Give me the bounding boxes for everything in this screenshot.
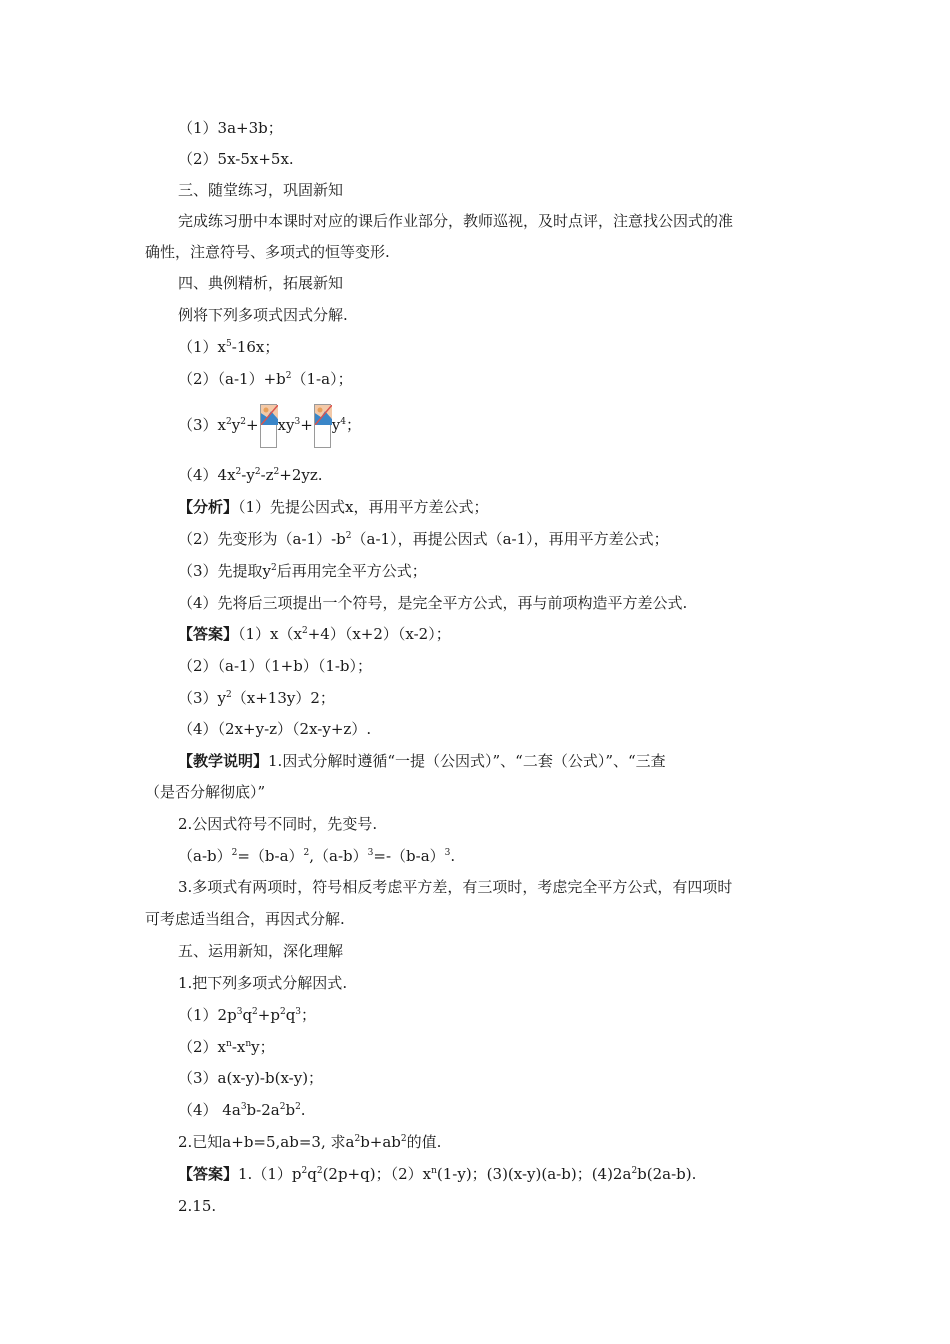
- section-4-heading: 四、典例精析，拓展新知: [178, 274, 344, 292]
- item-2: （2）5x-5x+5x.: [178, 150, 294, 168]
- example-1: $(1)x^5-16x$；: [178, 338, 280, 356]
- example-intro: 例将下列多项式因式分解.: [178, 306, 348, 324]
- item-1: （1）3a+3b；: [178, 119, 283, 137]
- teaching-note-3-line-1: 3.多项式有两项时，符号相反考虑平方差，有三项时，考虑完全平方公式，有四项时: [178, 878, 733, 896]
- section-3-heading: 三、随堂练习，巩固新知: [178, 181, 344, 199]
- question-1-part-2: $(2)x^n-x^ny$；: [178, 1038, 275, 1056]
- final-answer-1: 【答案】$1.(1)p^2q^2(2p+q)$；$(2)x^n(1-y)$；(3)(x-y)(a-b)；$(4)2a^2b(2a-b)$.: [178, 1165, 697, 1183]
- answer-1: 【答案】$(1)x(x^2+4)(x+2)(x-2)$；: [178, 625, 451, 643]
- section-5-heading: 五、运用新知，深化理解: [178, 942, 344, 960]
- analysis-4: （4）先将后三项提出一个符号，是完全平方公式，再与前项构造平方差公式.: [178, 594, 688, 612]
- question-1: 1.把下列多项式分解因式.: [178, 974, 348, 992]
- answer-2: （2）（a-1）（1+b）（1-b）；: [178, 657, 373, 675]
- paragraph-3-line-2: 确性，注意符号、多项式的恒等变形.: [145, 243, 390, 261]
- broken-image-icon: [314, 404, 331, 448]
- example-3: $(3)x^2y^2+$ $xy^3+$ $y^4$；: [178, 401, 361, 449]
- teaching-note-2: 2.公因式符号不同时，先变号.: [178, 815, 378, 833]
- answer-3: $(3)y^2(x+13y)2$；: [178, 689, 335, 707]
- answer-4: （4）（2x+y-z）（2x-y+z）.: [178, 720, 372, 738]
- analysis-2: （2）先变形为$(a-1)-b^2(a-1)$，再提公因式（a-1），再用平方差公式；: [178, 530, 669, 548]
- teaching-note-1-line-2: （是否分解彻底）”: [145, 783, 266, 801]
- question-1-part-3: （3）a(x-y)-b(x-y)；: [178, 1069, 324, 1087]
- analysis-3: （3）先提取$y^2$后再用完全平方公式；: [178, 562, 427, 580]
- example-4: $(4)4x^2-y^2-z^2+2yz$.: [178, 466, 323, 484]
- final-answer-2: 2.15.: [178, 1197, 217, 1215]
- teaching-note-2-formula: $(a-b)^2=(b-a)^2,(a-b)^3=-(b-a)^3$.: [178, 847, 456, 865]
- analysis-1: 【分析】（1）先提公因式x，再用平方差公式；: [178, 498, 489, 516]
- teaching-note-3-line-2: 可考虑适当组合，再因式分解.: [145, 910, 345, 928]
- example-2: $(2)(a-1)+b^2(1-a)$；: [178, 370, 353, 388]
- teaching-note-1-line-1: 【教学说明】1.因式分解时遵循“一提（公因式）”、“二套（公式）”、“三查: [178, 752, 666, 770]
- question-1-part-1: $(1)2p^3q^2+p^2q^3$；: [178, 1006, 317, 1024]
- paragraph-3-line-1: 完成练习册中本课时对应的课后作业部分，教师巡视，及时点评，注意找公因式的准: [178, 212, 734, 230]
- broken-image-icon: [260, 404, 277, 448]
- question-2: 2.已知a+b=5,ab=3, 求$a^2b+ab^2$的值.: [178, 1133, 442, 1151]
- question-1-part-4: （4） $4a^3b-2a^2b^2$.: [178, 1101, 306, 1119]
